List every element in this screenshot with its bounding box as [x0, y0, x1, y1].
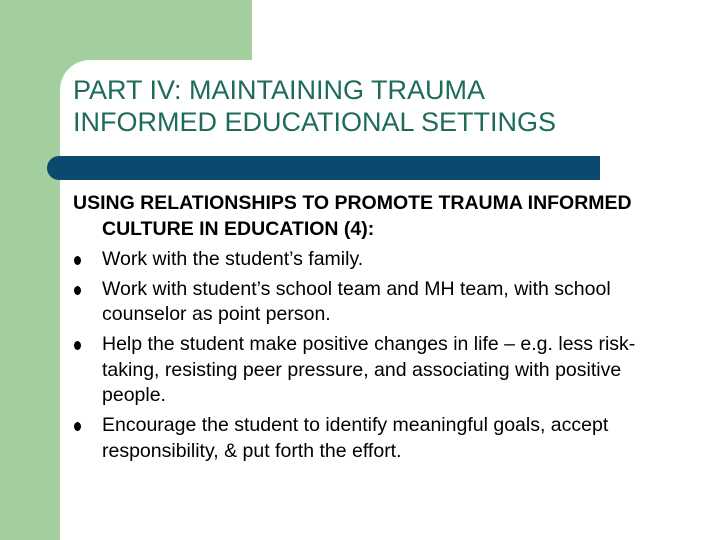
bullet-item	[73, 332, 673, 409]
bullet-list	[73, 247, 673, 465]
slide-title-line-1: PART IV: MAINTAINING TRAUMA	[73, 75, 486, 105]
slide-body	[73, 191, 673, 464]
section-heading: USING RELATIONSHIPS TO PROMOTE TRAUMA INFORMED CULTURE IN EDUCATION (4):	[73, 192, 632, 240]
bullet-dot-icon	[74, 341, 81, 350]
bullet-dot-icon	[74, 422, 81, 431]
bullet-dot-icon	[74, 256, 81, 265]
slide-title-line-2: INFORMED EDUCATIONAL SETTINGS	[73, 107, 557, 137]
bullet-text: Help the student make positive changes in life – e.g. less risk-taking, resisting peer pressure, and associating with positive people.	[102, 333, 636, 406]
bullet-text: Encourage the student to identify meaningful goals, accept responsibility, & put forth the effort.	[102, 414, 609, 462]
bullet-item	[73, 413, 673, 464]
bullet-item	[73, 247, 673, 273]
bullet-item	[73, 277, 673, 328]
title-divider-bar	[47, 156, 600, 180]
bullet-text: Work with student’s school team and MH team, with school counselor as point person.	[102, 277, 611, 325]
decorative-green-block-left	[0, 0, 60, 540]
bullet-dot-icon	[74, 286, 81, 295]
bullet-text: Work with the student’s family.	[102, 247, 364, 270]
slide-title	[73, 74, 693, 138]
